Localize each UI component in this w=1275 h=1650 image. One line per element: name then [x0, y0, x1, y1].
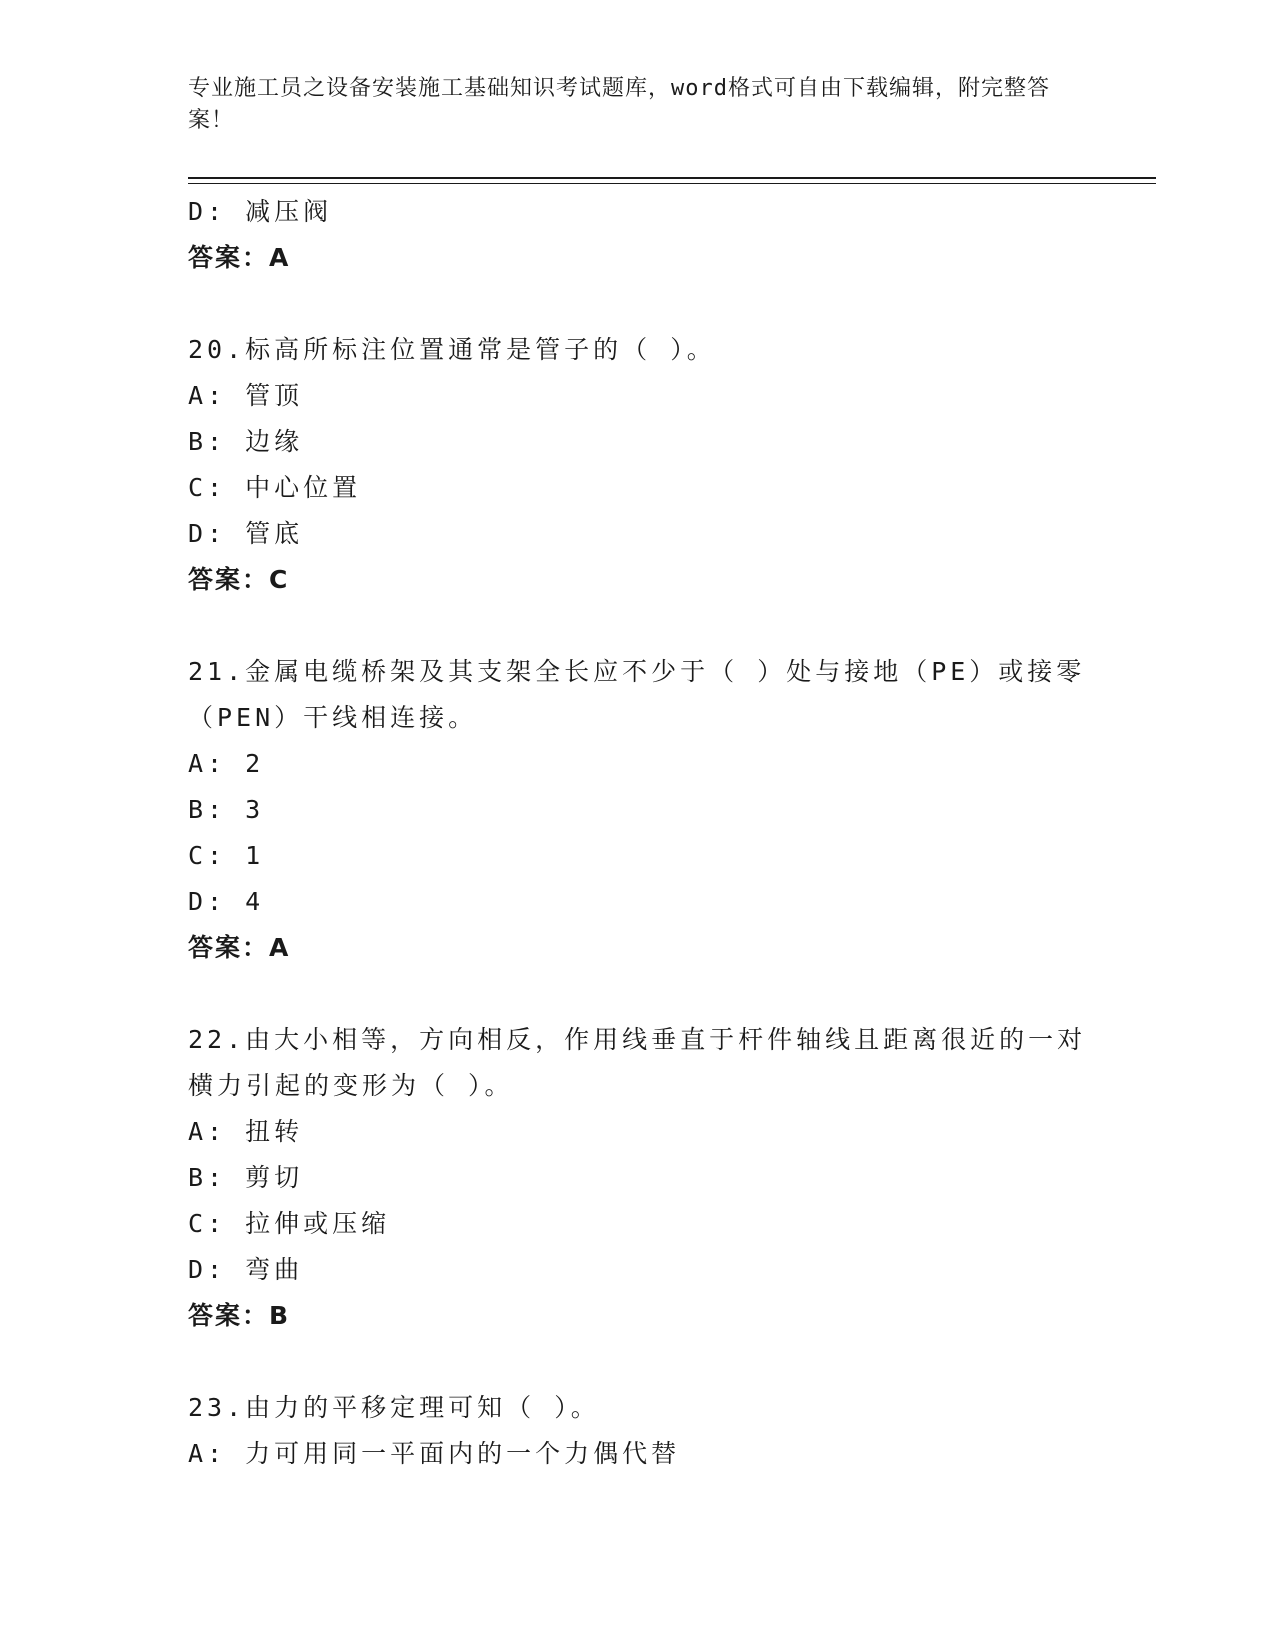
- option-d: D: 弯曲: [188, 1255, 304, 1284]
- option-c: C: 拉伸或压缩: [188, 1209, 391, 1238]
- option-a: A: 扭转: [188, 1117, 304, 1146]
- question-stem: 21.金属电缆桥架及其支架全长应不少于（ ）处与接地（PE）或接零: [188, 657, 1086, 686]
- option-d: D: 减压阀: [188, 197, 333, 226]
- option-d: D: 管底: [188, 519, 304, 548]
- question-block: [188, 649, 1088, 971]
- page-header: 专业施工员之设备安装施工基础知识考试题库，word格式可自由下载编辑，附完整答案！: [188, 76, 1050, 133]
- option-c: C: 中心位置: [188, 473, 362, 502]
- question-block: [188, 327, 1088, 603]
- option-b: B: 3: [188, 795, 265, 824]
- question-stem: 23.由力的平移定理可知（ ）。: [188, 1393, 600, 1422]
- option-d: D: 4: [188, 887, 265, 916]
- answer-line: 答案：A: [188, 933, 291, 962]
- option-a: A: 力可用同一平面内的一个力偶代替: [188, 1439, 681, 1468]
- option-b: B: 剪切: [188, 1163, 304, 1192]
- option-b: B: 边缘: [188, 427, 304, 456]
- question-stem-continued: 横力引起的变形为（ ）。: [188, 1071, 514, 1100]
- spacer: [188, 281, 1088, 327]
- option-c: C: 1: [188, 841, 265, 870]
- spacer: [188, 603, 1088, 649]
- question-stem: 20.标高所标注位置通常是管子的（ ）。: [188, 335, 716, 364]
- question-list: [188, 189, 1088, 1477]
- answer-line: 答案：A: [188, 243, 291, 272]
- spacer: [188, 971, 1088, 1017]
- spacer: [188, 1339, 1088, 1385]
- option-a: A: 2: [188, 749, 265, 778]
- answer-line: 答案：B: [188, 1301, 291, 1330]
- question-stem-continued: （PEN）干线相连接。: [188, 703, 478, 732]
- question-stem: 22.由大小相等，方向相反，作用线垂直于杆件轴线且距离很近的一对: [188, 1025, 1087, 1054]
- answer-line: 答案：C: [188, 565, 290, 594]
- header-divider-thick: [188, 177, 1156, 179]
- question-block: [188, 1385, 1088, 1477]
- question-block: [188, 1017, 1088, 1339]
- header-divider-thin: [188, 183, 1156, 184]
- option-a: A: 管顶: [188, 381, 304, 410]
